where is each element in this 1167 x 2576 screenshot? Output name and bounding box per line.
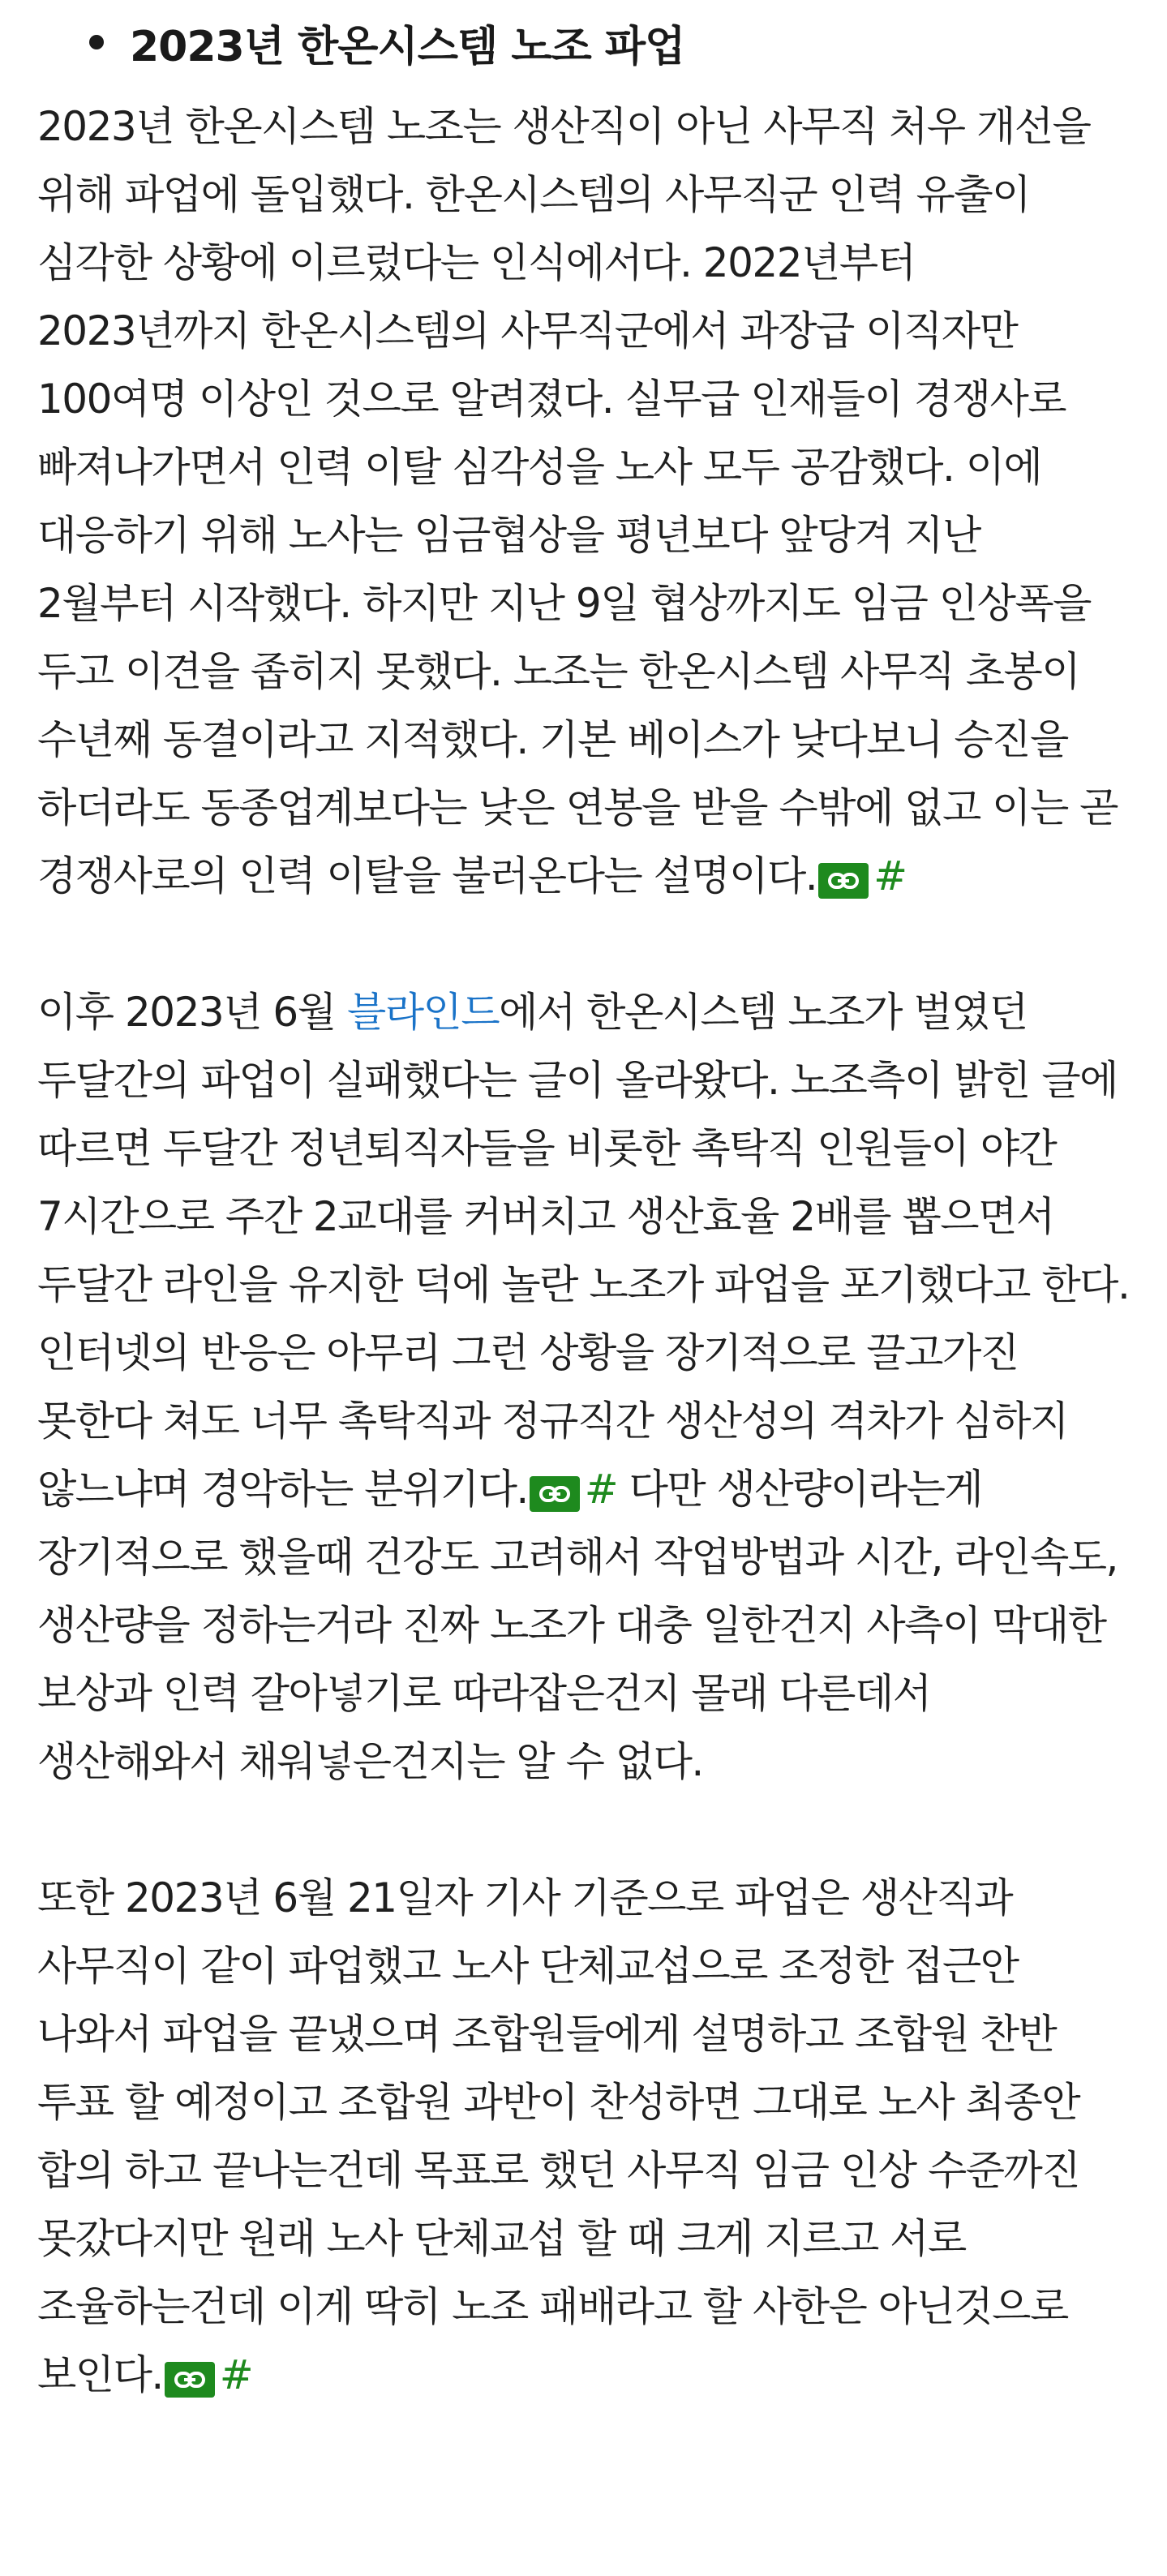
section-heading-text: 2023년 한온시스템 노조 파업 xyxy=(130,22,685,71)
link-icon xyxy=(165,2362,215,2398)
paragraph-1-text: 2023년 한온시스템 노조는 생산직이 아닌 사무직 처우 개선을 위해 파업에 돌입했다. 한온시스템의 사무직군 인력 유출이 심각한 상황에 이르렀다는 인식에서다. 2022년부터 2023년까지 한온시스템의 사무직군에서 과장급 이직자만 100여명 이상인 것으로 알려졌다. 실무급 인재들이 경쟁사로 빠져나가면서 인력 이탈 심각성을 노사 모두 공감했다. 이에 대응하기 위해 노사는 임금협상을 평년보다 앞당겨 지난 2월부터 시작했다. 하지만 지난 9일 협상까지도 임금 인상폭을 두고 이견을 좁히지 못했다. 노조는 한온시스템 사무직 초봉이 수년째 동결이라고 지적했다. 기본 베이스가 낮다보니 승진을 하더라도 동종업계보다는 낮은 연봉을 받을 수밖에 없고 이는 곧 경쟁사로의 인력 이탈을 불러온다는 설명이다. xyxy=(37,103,1118,899)
paragraph-2-tail: 다만 생산량이라는게 장기적으로 했을때 건강도 고려해서 작업방법과 시간, 라인속도, 생산량을 정하는거라 진짜 노조가 대충 일한건지 사측이 막대한 보상과 인력 갈아넣기로 따라잡은건지 몰래 다른데서 생산해와서 채워넣은건지는 알 수 없다. xyxy=(37,1466,1118,1785)
reference-link-1[interactable] xyxy=(817,842,906,910)
section-heading xyxy=(37,0,1130,84)
link-icon xyxy=(818,863,869,899)
reference-hash[interactable]: # xyxy=(584,1466,618,1513)
reference-hash[interactable]: # xyxy=(873,852,907,899)
paragraph-3 xyxy=(37,1864,1130,2409)
paragraph-3-text: 또한 2023년 6월 21일자 기사 기준으로 파업은 생산직과 사무직이 같이 파업했고 노사 단체교섭으로 조정한 접근안 나와서 파업을 끝냈으며 조합원들에게 설명하고 조합원 찬반 투표 할 예정이고 조합원 과반이 찬성하면 그대로 노사 최종안 합의 하고 끝나는건데 목표로 했던 사무직 임금 인상 수준까진 못갔다지만 원래 노사 단체교섭 할 때 크게 지르고 서로 조율하는건데 이게 딱히 노조 패배라고 할 사한은 아닌것으로 보인다. xyxy=(37,1874,1080,2398)
reference-hash[interactable]: # xyxy=(219,2351,253,2398)
link-icon xyxy=(530,1476,580,1512)
paragraph-2-text-before: 이후 2023년 6월 xyxy=(37,989,347,1036)
reference-link-2[interactable] xyxy=(528,1455,617,1523)
reference-link-3[interactable] xyxy=(163,2341,252,2409)
bullet-icon xyxy=(89,35,104,49)
blind-link[interactable]: 블라인드 xyxy=(346,989,500,1036)
paragraph-2 xyxy=(37,978,1130,1796)
paragraph-1 xyxy=(37,92,1130,910)
paragraph-2-text-after: 에서 한온시스템 노조가 벌였던 두달간의 파업이 실패했다는 글이 올라왔다. 노조측이 밝힌 글에 따르면 두달간 정년퇴직자들을 비롯한 촉탁직 인원들이 야간 7시간으로 주간 2교대를 커버치고 생산효율 2배를 뽑으면서 두달간 라인을 유지한 덕에 놀란 노조가 파업을 포기했다고 한다. 인터넷의 반응은 아무리 그런 상황을 장기적으로 끌고가진 못한다 쳐도 너무 촉탁직과 정규직간 생산성의 격차가 심하지 않느냐며 경악하는 분위기다. xyxy=(37,989,1130,1513)
